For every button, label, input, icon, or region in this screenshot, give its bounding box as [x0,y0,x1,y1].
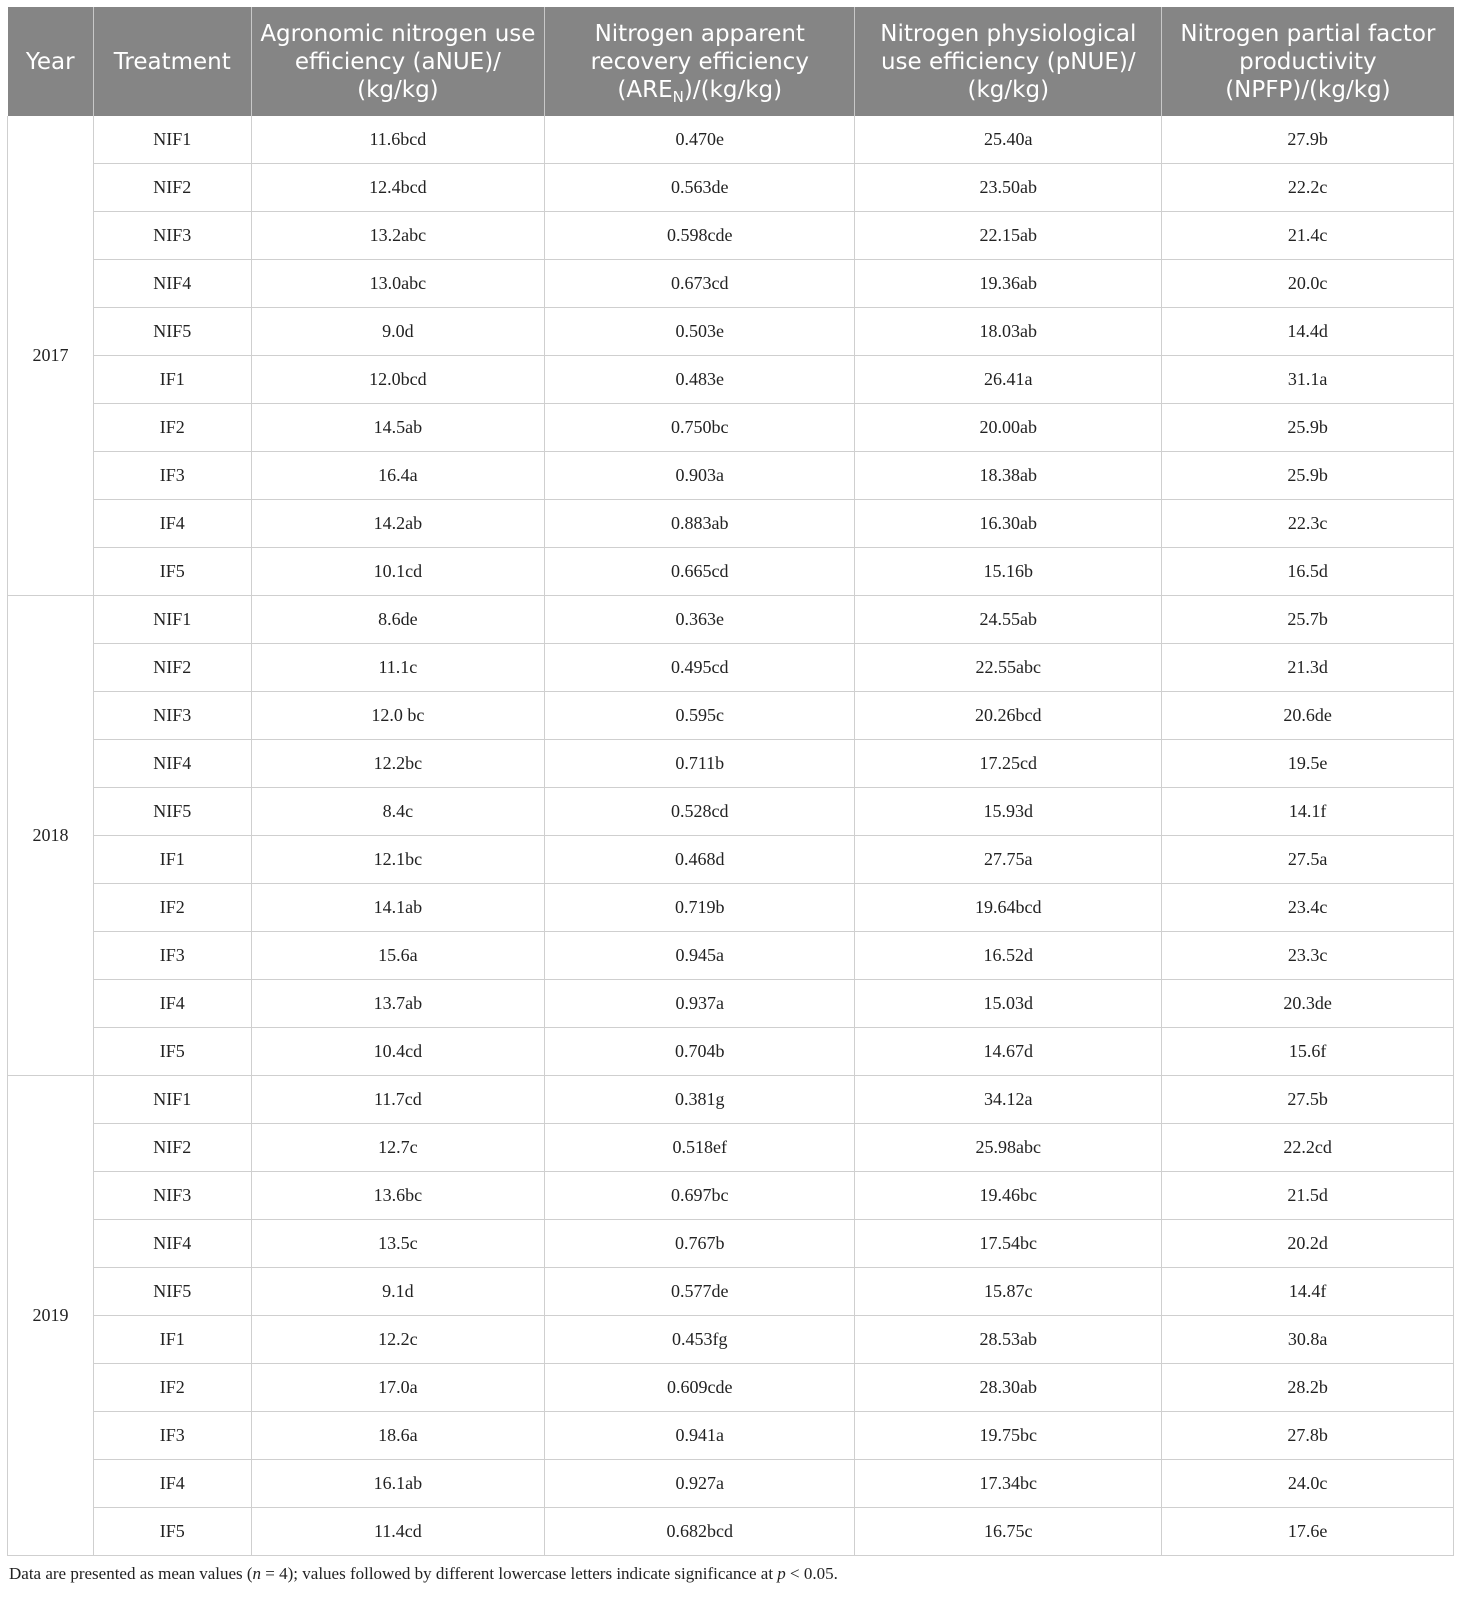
npfp-cell: 27.5b [1162,1076,1454,1124]
npfp-cell: 20.3de [1162,980,1454,1028]
treatment-cell: NIF2 [93,1124,251,1172]
treatment-cell: NIF2 [93,164,251,212]
table-row [8,1508,1454,1556]
pnue-cell: 16.30ab [855,500,1162,548]
aren-cell: 0.563de [545,164,855,212]
npfp-cell: 14.1f [1162,788,1454,836]
pnue-cell: 17.25cd [855,740,1162,788]
table-row [8,884,1454,932]
table-footnote [9,1564,838,1584]
aren-cell: 0.719b [545,884,855,932]
npfp-cell: 25.9b [1162,404,1454,452]
treatment-cell: IF4 [93,1460,251,1508]
aren-cell: 0.750bc [545,404,855,452]
footnote-n-symbol: n [252,1564,262,1583]
pnue-cell: 15.03d [855,980,1162,1028]
anue-cell: 11.7cd [251,1076,545,1124]
aren-cell: 0.528cd [545,788,855,836]
anue-cell: 12.4bcd [251,164,545,212]
anue-cell: 17.0a [251,1364,545,1412]
anue-cell: 12.0bcd [251,356,545,404]
aren-cell: 0.518ef [545,1124,855,1172]
npfp-cell: 28.2b [1162,1364,1454,1412]
npfp-cell: 15.6f [1162,1028,1454,1076]
treatment-cell: NIF4 [93,1220,251,1268]
table-row [8,164,1454,212]
aren-cell: 0.704b [545,1028,855,1076]
table-row [8,1076,1454,1124]
npfp-cell: 21.3d [1162,644,1454,692]
anue-cell: 12.0 bc [251,692,545,740]
table-row [8,788,1454,836]
pnue-cell: 19.64bcd [855,884,1162,932]
npfp-cell: 19.5e [1162,740,1454,788]
header-aren-unit: )/(kg/kg) [683,76,783,103]
aren-cell: 0.470e [545,116,855,164]
header-anue: Agronomic nitrogen use efficiency (aNUE)/ (kg/kg) [251,7,545,116]
treatment-cell: IF1 [93,356,251,404]
header-aren [545,7,855,116]
aren-cell: 0.883ab [545,500,855,548]
aren-cell: 0.711b [545,740,855,788]
aren-cell: 0.682bcd [545,1508,855,1556]
pnue-cell: 25.40a [855,116,1162,164]
pnue-cell: 16.75c [855,1508,1162,1556]
npfp-cell: 22.2cd [1162,1124,1454,1172]
aren-cell: 0.468d [545,836,855,884]
table-row [8,356,1454,404]
npfp-cell: 21.5d [1162,1172,1454,1220]
aren-cell: 0.381g [545,1076,855,1124]
table-row [8,308,1454,356]
table-row [8,596,1454,644]
footnote-text-1: Data are presented as mean values ( [9,1564,253,1583]
treatment-cell: IF3 [93,1412,251,1460]
treatment-cell: IF3 [93,932,251,980]
npfp-cell: 21.4c [1162,212,1454,260]
anue-cell: 13.6bc [251,1172,545,1220]
table-row [8,404,1454,452]
npfp-cell: 25.7b [1162,596,1454,644]
treatment-cell: NIF3 [93,212,251,260]
anue-cell: 13.7ab [251,980,545,1028]
year-cell: 2018 [8,596,94,1076]
nitrogen-efficiency-table [7,7,1454,1556]
pnue-cell: 25.98abc [855,1124,1162,1172]
npfp-cell: 20.6de [1162,692,1454,740]
pnue-cell: 26.41a [855,356,1162,404]
table-row [8,1220,1454,1268]
pnue-cell: 15.93d [855,788,1162,836]
pnue-cell: 23.50ab [855,164,1162,212]
anue-cell: 12.2bc [251,740,545,788]
anue-cell: 8.6de [251,596,545,644]
npfp-cell: 14.4d [1162,308,1454,356]
anue-cell: 9.1d [251,1268,545,1316]
header-row [8,7,1454,116]
treatment-cell: IF1 [93,1316,251,1364]
pnue-cell: 34.12a [855,1076,1162,1124]
header-year: Year [8,7,94,116]
header-npfp: Nitrogen partial factor productivity (NPFP)/(kg/kg) [1162,7,1454,116]
anue-cell: 10.1cd [251,548,545,596]
table-row [8,932,1454,980]
pnue-cell: 24.55ab [855,596,1162,644]
treatment-cell: IF2 [93,404,251,452]
aren-cell: 0.937a [545,980,855,1028]
anue-cell: 12.7c [251,1124,545,1172]
table-row [8,548,1454,596]
treatment-cell: IF4 [93,500,251,548]
aren-cell: 0.595c [545,692,855,740]
year-cell: 2019 [8,1076,94,1556]
footnote-text-2: = 4); values followed by different lowercase letters indicate significance at [261,1564,778,1583]
anue-cell: 11.1c [251,644,545,692]
treatment-cell: IF5 [93,548,251,596]
table-row [8,1364,1454,1412]
year-cell: 2017 [8,116,94,596]
aren-cell: 0.697bc [545,1172,855,1220]
aren-cell: 0.495cd [545,644,855,692]
aren-cell: 0.453fg [545,1316,855,1364]
anue-cell: 13.2abc [251,212,545,260]
anue-cell: 18.6a [251,1412,545,1460]
anue-cell: 13.0abc [251,260,545,308]
pnue-cell: 22.55abc [855,644,1162,692]
treatment-cell: NIF5 [93,1268,251,1316]
npfp-cell: 30.8a [1162,1316,1454,1364]
aren-cell: 0.903a [545,452,855,500]
table-row [8,500,1454,548]
results-table-container [7,7,1454,1556]
pnue-cell: 15.16b [855,548,1162,596]
table-row [8,1316,1454,1364]
npfp-cell: 27.8b [1162,1412,1454,1460]
npfp-cell: 27.9b [1162,116,1454,164]
table-row [8,980,1454,1028]
treatment-cell: NIF2 [93,644,251,692]
table-row [8,644,1454,692]
table-row [8,692,1454,740]
table-row [8,1172,1454,1220]
anue-cell: 11.4cd [251,1508,545,1556]
pnue-cell: 27.75a [855,836,1162,884]
table-row [8,260,1454,308]
table-row [8,116,1454,164]
footnote-p-symbol: p [777,1564,786,1583]
treatment-cell: NIF1 [93,1076,251,1124]
pnue-cell: 19.46bc [855,1172,1162,1220]
anue-cell: 12.2c [251,1316,545,1364]
table-row [8,452,1454,500]
aren-cell: 0.577de [545,1268,855,1316]
table-body [8,116,1454,1556]
npfp-cell: 23.3c [1162,932,1454,980]
aren-cell: 0.927a [545,1460,855,1508]
treatment-cell: IF2 [93,884,251,932]
table-row [8,1412,1454,1460]
aren-cell: 0.673cd [545,260,855,308]
footnote-text-3: < 0.05. [785,1564,838,1583]
treatment-cell: NIF1 [93,116,251,164]
header-aren-subscript: N [672,87,684,106]
pnue-cell: 17.54bc [855,1220,1162,1268]
npfp-cell: 23.4c [1162,884,1454,932]
anue-cell: 8.4c [251,788,545,836]
treatment-cell: NIF3 [93,692,251,740]
aren-cell: 0.941a [545,1412,855,1460]
aren-cell: 0.767b [545,1220,855,1268]
treatment-cell: NIF4 [93,740,251,788]
pnue-cell: 15.87c [855,1268,1162,1316]
aren-cell: 0.665cd [545,548,855,596]
pnue-cell: 19.75bc [855,1412,1162,1460]
treatment-cell: IF5 [93,1508,251,1556]
treatment-cell: NIF4 [93,260,251,308]
anue-cell: 10.4cd [251,1028,545,1076]
header-treatment: Treatment [93,7,251,116]
aren-cell: 0.945a [545,932,855,980]
header-aren-text: Nitrogen apparent recovery efficiency (ARE [590,20,809,103]
pnue-cell: 17.34bc [855,1460,1162,1508]
aren-cell: 0.503e [545,308,855,356]
treatment-cell: NIF5 [93,788,251,836]
table-row [8,1028,1454,1076]
pnue-cell: 18.03ab [855,308,1162,356]
npfp-cell: 24.0c [1162,1460,1454,1508]
table-row [8,740,1454,788]
aren-cell: 0.483e [545,356,855,404]
anue-cell: 16.4a [251,452,545,500]
anue-cell: 14.5ab [251,404,545,452]
table-row [8,1460,1454,1508]
aren-cell: 0.598cde [545,212,855,260]
treatment-cell: NIF1 [93,596,251,644]
treatment-cell: IF5 [93,1028,251,1076]
npfp-cell: 16.5d [1162,548,1454,596]
anue-cell: 13.5c [251,1220,545,1268]
npfp-cell: 20.0c [1162,260,1454,308]
npfp-cell: 17.6e [1162,1508,1454,1556]
aren-cell: 0.363e [545,596,855,644]
pnue-cell: 20.00ab [855,404,1162,452]
pnue-cell: 14.67d [855,1028,1162,1076]
treatment-cell: IF4 [93,980,251,1028]
anue-cell: 12.1bc [251,836,545,884]
npfp-cell: 20.2d [1162,1220,1454,1268]
anue-cell: 14.2ab [251,500,545,548]
pnue-cell: 16.52d [855,932,1162,980]
treatment-cell: NIF3 [93,1172,251,1220]
npfp-cell: 22.3c [1162,500,1454,548]
npfp-cell: 14.4f [1162,1268,1454,1316]
pnue-cell: 22.15ab [855,212,1162,260]
aren-cell: 0.609cde [545,1364,855,1412]
table-row [8,1124,1454,1172]
pnue-cell: 18.38ab [855,452,1162,500]
anue-cell: 16.1ab [251,1460,545,1508]
pnue-cell: 20.26bcd [855,692,1162,740]
treatment-cell: IF1 [93,836,251,884]
pnue-cell: 28.30ab [855,1364,1162,1412]
npfp-cell: 31.1a [1162,356,1454,404]
pnue-cell: 28.53ab [855,1316,1162,1364]
header-pnue: Nitrogen physiological use efficiency (pNUE)/ (kg/kg) [855,7,1162,116]
treatment-cell: NIF5 [93,308,251,356]
treatment-cell: IF3 [93,452,251,500]
table-row [8,212,1454,260]
table-row [8,836,1454,884]
pnue-cell: 19.36ab [855,260,1162,308]
table-row [8,1268,1454,1316]
anue-cell: 9.0d [251,308,545,356]
anue-cell: 14.1ab [251,884,545,932]
anue-cell: 15.6a [251,932,545,980]
anue-cell: 11.6bcd [251,116,545,164]
npfp-cell: 27.5a [1162,836,1454,884]
treatment-cell: IF2 [93,1364,251,1412]
npfp-cell: 25.9b [1162,452,1454,500]
npfp-cell: 22.2c [1162,164,1454,212]
